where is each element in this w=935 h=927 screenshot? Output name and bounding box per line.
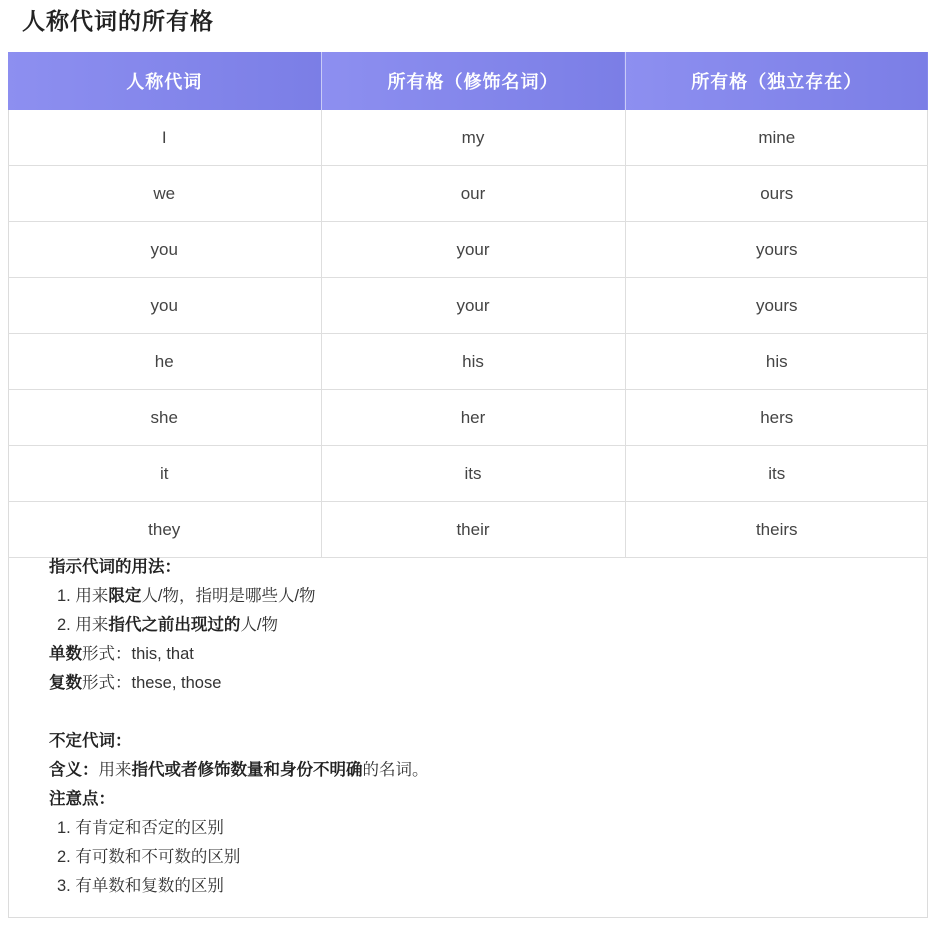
usage-text: 人/物 bbox=[240, 616, 278, 634]
table-header-row bbox=[8, 52, 928, 110]
plural-label: 复数 bbox=[49, 674, 82, 692]
table-cell: her bbox=[321, 390, 625, 446]
plural-text: 形式：these, those bbox=[82, 674, 222, 692]
table-cell: his bbox=[321, 334, 625, 390]
singular-label: 单数 bbox=[49, 645, 82, 663]
note-point-3: 3. 有单数和复数的区别 bbox=[57, 877, 224, 895]
pronoun-table bbox=[8, 52, 928, 558]
table-row bbox=[8, 278, 928, 334]
table-cell: ours bbox=[625, 166, 928, 222]
table-cell: he bbox=[8, 334, 321, 390]
table-cell: its bbox=[321, 446, 625, 502]
indefinite-heading: 不定代词： bbox=[49, 732, 132, 750]
table-cell: your bbox=[321, 278, 625, 334]
table-row bbox=[8, 222, 928, 278]
table-cell: I bbox=[8, 110, 321, 166]
indefinite-meaning bbox=[49, 756, 429, 785]
meaning-text: 用来 bbox=[98, 761, 132, 779]
meaning-emphasis: 指代或者修饰数量和身份不明确 bbox=[131, 761, 363, 779]
note-point-2: 2. 有可数和不可数的区别 bbox=[57, 848, 241, 866]
table-cell: their bbox=[321, 502, 625, 558]
header-personal-pronoun: 人称代词 bbox=[8, 52, 321, 110]
table-cell: your bbox=[321, 222, 625, 278]
list-number: 1. bbox=[57, 587, 76, 605]
usage-emphasis: 指代之前出现过的 bbox=[108, 616, 241, 634]
table-row bbox=[8, 502, 928, 558]
usage-text: 人/物，指明是哪些人/物 bbox=[141, 587, 316, 605]
demonstrative-heading: 指示代词的用法： bbox=[49, 558, 181, 576]
plural-forms bbox=[49, 669, 429, 698]
page-title: 人称代词的所有格 bbox=[22, 8, 214, 34]
table-cell: she bbox=[8, 390, 321, 446]
table-row bbox=[8, 446, 928, 502]
header-possessive-pronoun: 所有格（独立存在） bbox=[625, 52, 928, 110]
table-cell: they bbox=[8, 502, 321, 558]
meaning-label: 含义： bbox=[49, 761, 99, 779]
spacer bbox=[49, 698, 429, 727]
table-row bbox=[8, 166, 928, 222]
table-cell: yours bbox=[625, 222, 928, 278]
meaning-text: 的名词。 bbox=[362, 761, 429, 779]
table-cell: its bbox=[625, 446, 928, 502]
notes-heading: 注意点： bbox=[49, 790, 115, 808]
singular-text: 形式：this, that bbox=[82, 645, 194, 663]
table-row bbox=[8, 390, 928, 446]
header-possessive-adjective: 所有格（修饰名词） bbox=[321, 52, 625, 110]
list-number: 2. bbox=[57, 616, 76, 634]
content-card bbox=[8, 52, 928, 918]
note-point-1: 1. 有肯定和否定的区别 bbox=[57, 819, 224, 837]
table-cell: our bbox=[321, 166, 625, 222]
demonstrative-usage-2 bbox=[49, 611, 429, 640]
table-cell: we bbox=[8, 166, 321, 222]
table-cell: you bbox=[8, 222, 321, 278]
table-cell: theirs bbox=[625, 502, 928, 558]
usage-text: 用来 bbox=[75, 587, 109, 605]
table-cell: you bbox=[8, 278, 321, 334]
table-cell: my bbox=[321, 110, 625, 166]
table-row bbox=[8, 110, 928, 166]
usage-text: 用来 bbox=[75, 616, 109, 634]
table-cell: yours bbox=[625, 278, 928, 334]
notes-section bbox=[49, 553, 429, 901]
table-row bbox=[8, 334, 928, 390]
table-cell: his bbox=[625, 334, 928, 390]
table-cell: mine bbox=[625, 110, 928, 166]
demonstrative-usage-1 bbox=[49, 582, 429, 611]
singular-forms bbox=[49, 640, 429, 669]
usage-emphasis: 限定 bbox=[108, 587, 142, 605]
table-cell: it bbox=[8, 446, 321, 502]
table-cell: hers bbox=[625, 390, 928, 446]
